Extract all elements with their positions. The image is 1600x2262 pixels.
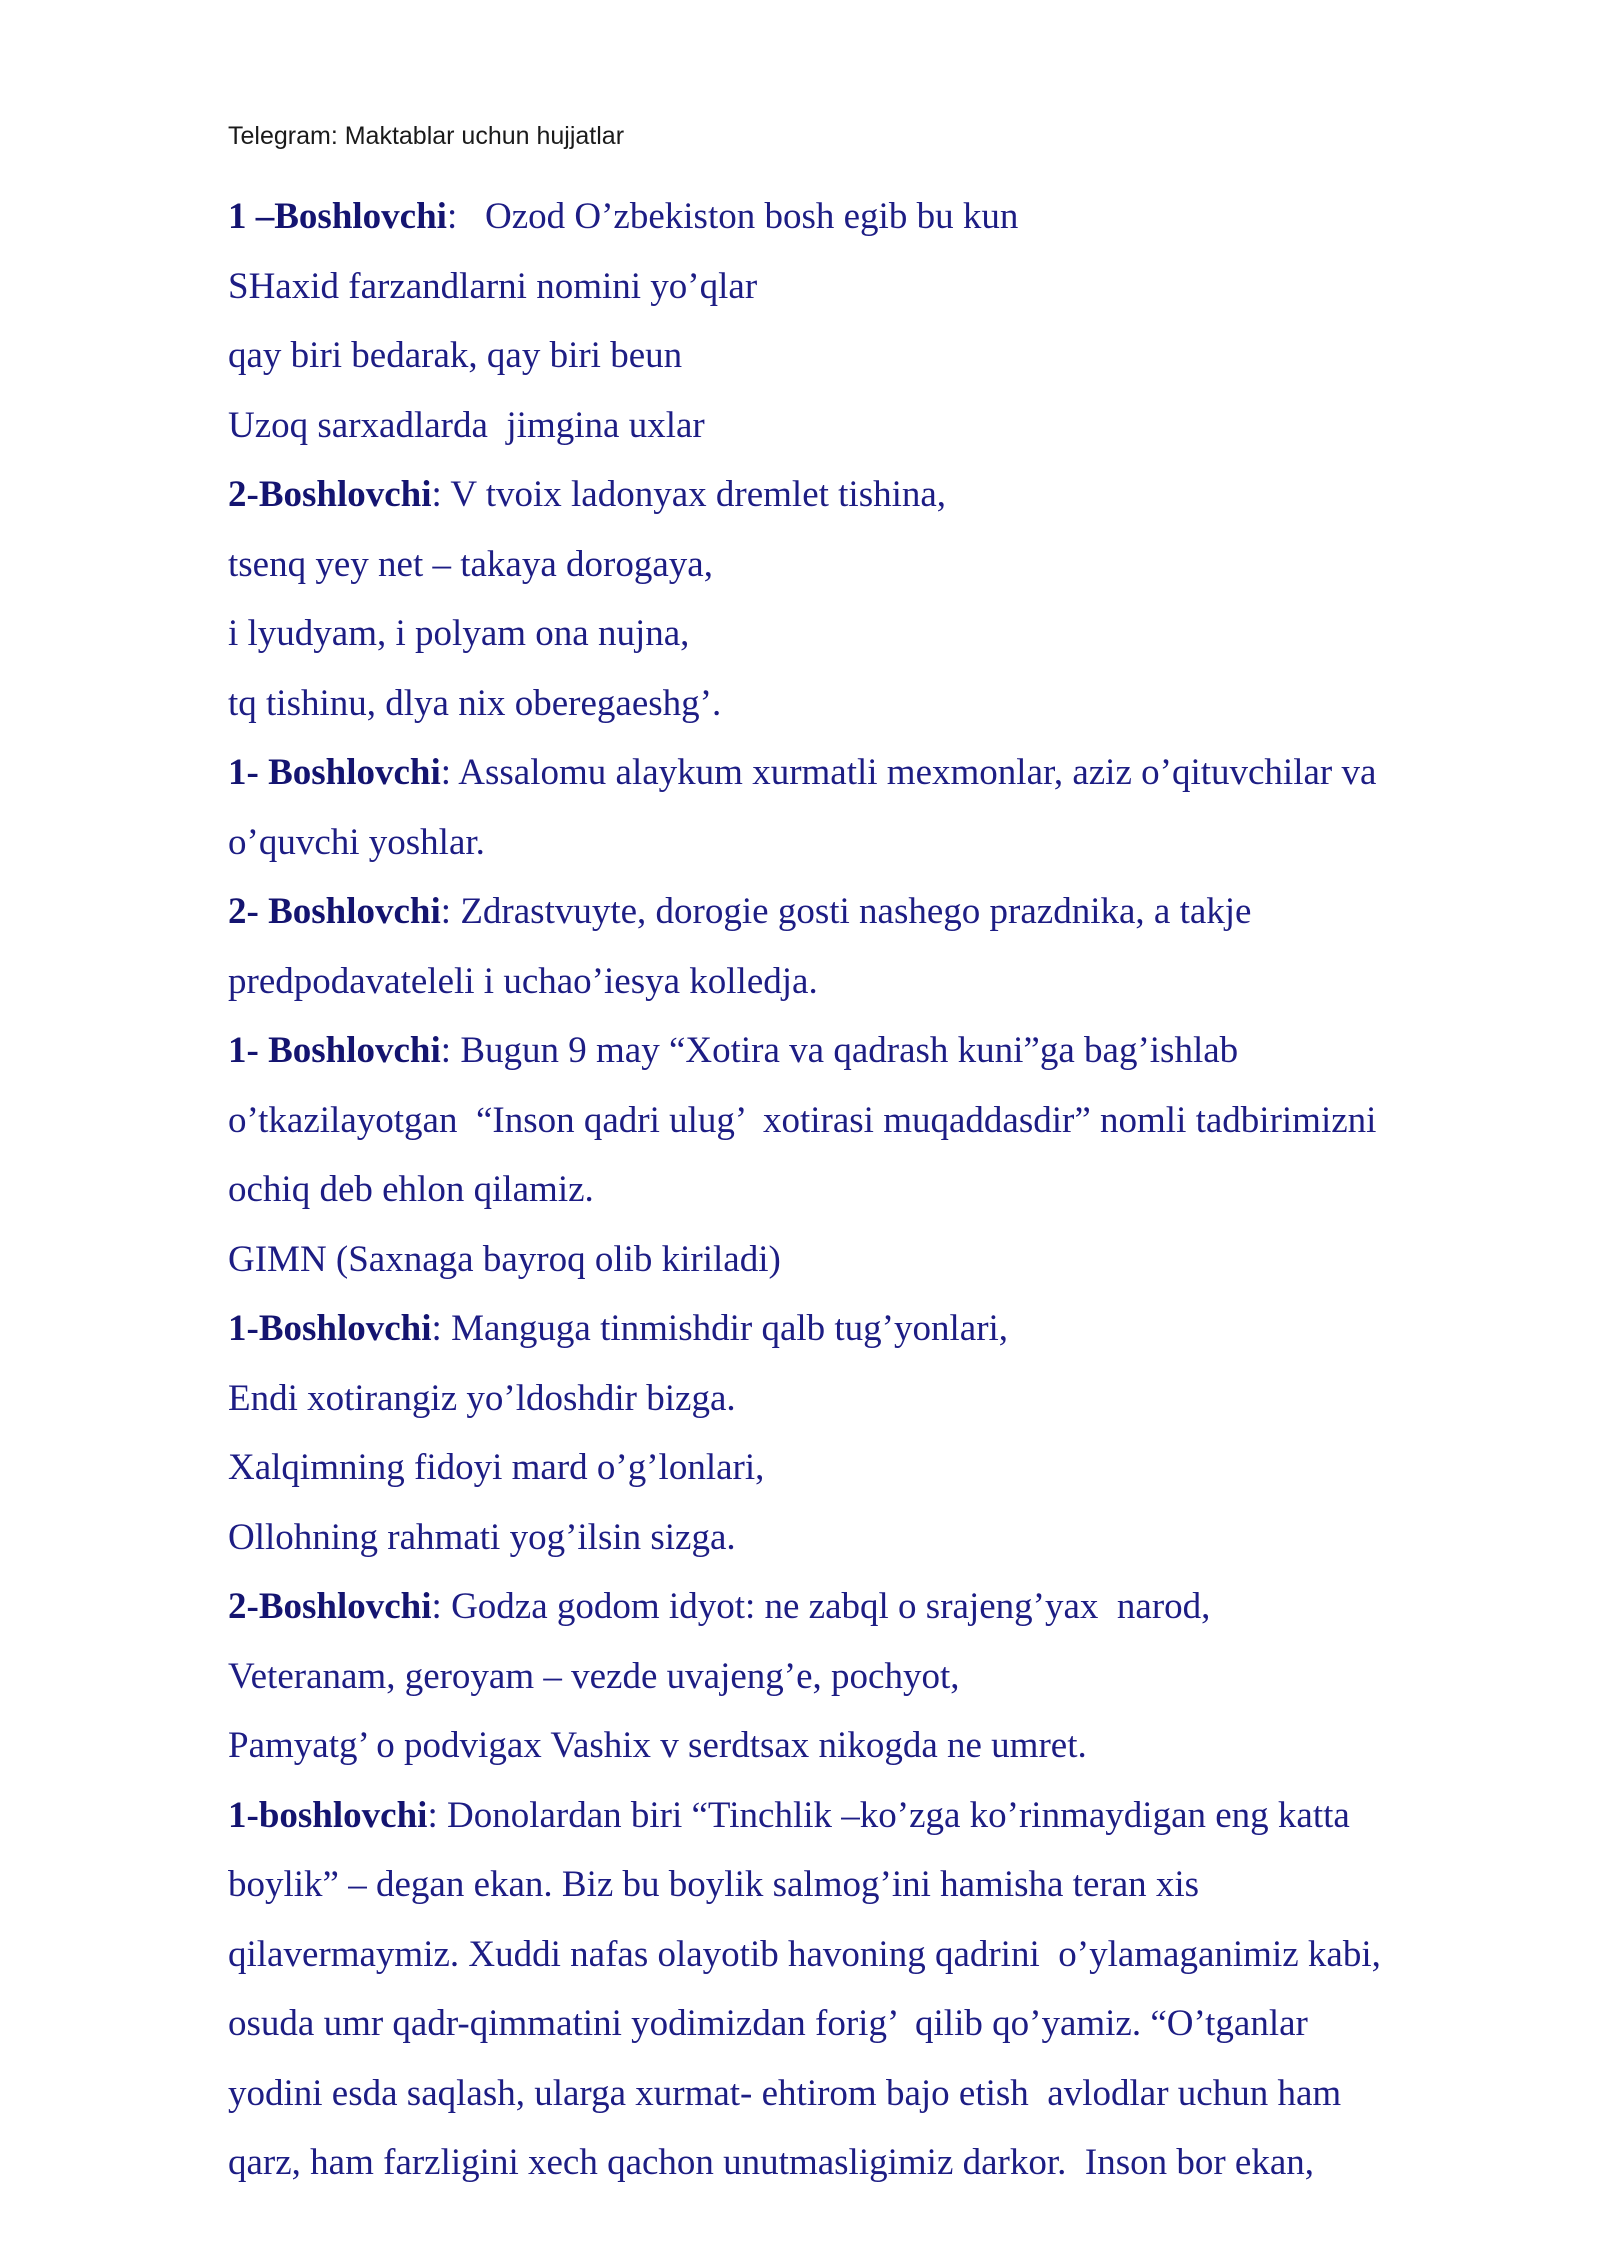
text-line bbox=[228, 1989, 1528, 2059]
text-line bbox=[228, 1572, 1528, 1642]
speaker-label: 2- Boshlovchi bbox=[228, 891, 441, 932]
line-text: yodini esda saqlash, ularga xurmat- ehtirom bajo etish avlodlar uchun ham bbox=[228, 2072, 1342, 2114]
page-header: Telegram: Maktablar uchun hujjatlar bbox=[228, 122, 625, 150]
line-text: tq tishinu, dlya nix oberegaeshg’. bbox=[228, 682, 722, 724]
line-text: Ollohning rahmati yog’ilsin sizga. bbox=[228, 1516, 736, 1558]
line-text: ochiq deb ehlon qilamiz. bbox=[228, 1169, 594, 1210]
text-line bbox=[228, 947, 1528, 1017]
speaker-label: 2-Boshlovchi bbox=[228, 1586, 432, 1627]
text-line bbox=[228, 1920, 1528, 1990]
text-line bbox=[228, 1016, 1528, 1086]
line-text: : Assalomu alaykum xurmatli mexmonlar, aziz o’qituvchilar va bbox=[440, 752, 1377, 793]
line-text: qarz, ham farzligini xech qachon unutmasligimiz darkor. Inson bor ekan, bbox=[228, 2142, 1315, 2183]
line-text: Endi xotirangiz yo’ldoshdir bizga. bbox=[228, 1377, 736, 1419]
line-text: qay biri bedarak, qay biri beun bbox=[228, 335, 683, 376]
text-line bbox=[228, 1503, 1528, 1573]
text-line bbox=[228, 1294, 1528, 1364]
text-line bbox=[228, 1711, 1528, 1781]
text-line bbox=[228, 1364, 1528, 1434]
speaker-label: 1-boshlovchi bbox=[228, 1794, 428, 1836]
line-text: : Donolardan biri “Tinchlik –ko’zga ko’rinmaydigan eng katta bbox=[427, 1794, 1350, 1836]
text-line bbox=[228, 1642, 1528, 1712]
speaker-label: 2-Boshlovchi bbox=[228, 474, 432, 515]
line-text: GIMN (Saxnaga bayroq olib kiriladi) bbox=[228, 1238, 781, 1280]
line-text: Veteranam, geroyam – vezde uvajeng’e, pochyot, bbox=[228, 1655, 960, 1697]
line-text: Uzoq sarxadlarda jimgina uxlar bbox=[228, 404, 705, 446]
line-text: qilavermaymiz. Xuddi nafas olayotib havoning qadrini o’ylamaganimiz kabi, bbox=[228, 1933, 1381, 1975]
text-line bbox=[228, 321, 1528, 391]
document-body bbox=[228, 182, 1528, 2198]
line-text: i lyudyam, i polyam ona nujna, bbox=[228, 613, 690, 654]
text-line bbox=[228, 808, 1528, 878]
line-text: : Manguga tinmishdir qalb tug’yonlari, bbox=[431, 1308, 1009, 1349]
line-text: SHaxid farzandlarni nomini yo’qlar bbox=[228, 265, 758, 307]
text-line bbox=[228, 738, 1528, 808]
line-text: boylik” – degan ekan. Biz bu boylik salmog’ini hamisha teran xis bbox=[228, 1864, 1200, 1905]
text-line bbox=[228, 2059, 1528, 2129]
line-text: o’quvchi yoshlar. bbox=[228, 821, 485, 863]
line-text: : Zdrastvuyte, dorogie gosti nashego prazdnika, a takje bbox=[440, 891, 1252, 932]
text-line bbox=[228, 391, 1528, 461]
speaker-label: 1-Boshlovchi bbox=[228, 1308, 432, 1349]
line-text: Xalqimning fidoyi mard o’g’lonlari, bbox=[228, 1447, 765, 1488]
text-line bbox=[228, 669, 1528, 739]
line-text: : Bugun 9 may “Xotira va qadrash kuni”ga bag’ishlab bbox=[440, 1030, 1239, 1071]
speaker-label: 1- Boshlovchi bbox=[228, 1030, 441, 1071]
text-line bbox=[228, 182, 1528, 252]
speaker-label: 1 –Boshlovchi bbox=[228, 196, 447, 237]
text-line bbox=[228, 1155, 1528, 1225]
text-line bbox=[228, 877, 1528, 947]
text-line bbox=[228, 1850, 1528, 1920]
text-line bbox=[228, 252, 1528, 322]
text-line bbox=[228, 599, 1528, 669]
line-text: tsenq yey net – takaya dorogaya, bbox=[228, 543, 713, 585]
line-text: osuda umr qadr-qimmatini yodimizdan forig’ qilib qo’yamiz. “O’tganlar bbox=[228, 2003, 1308, 2044]
text-line bbox=[228, 2128, 1528, 2198]
text-line bbox=[228, 1086, 1528, 1156]
text-line bbox=[228, 1781, 1528, 1851]
text-line bbox=[228, 1433, 1528, 1503]
line-text: : Ozod O’zbekiston bosh egib bu kun bbox=[446, 196, 1019, 237]
line-text: predpodavateleli i uchao’iesya kolledja. bbox=[228, 960, 818, 1002]
text-line bbox=[228, 530, 1528, 600]
line-text: Pamyatg’ o podvigax Vashix v serdtsax nikogda ne umret. bbox=[228, 1725, 1087, 1766]
line-text: : V tvoix ladonyax dremlet tishina, bbox=[431, 474, 947, 515]
text-line bbox=[228, 1225, 1528, 1295]
line-text: o’tkazilayotgan “Inson qadri ulug’ xotirasi muqaddasdir” nomli tadbirimizni bbox=[228, 1099, 1377, 1141]
line-text: : Godza godom idyot: ne zabql o srajeng’yax narod, bbox=[431, 1586, 1211, 1627]
text-line bbox=[228, 460, 1528, 530]
speaker-label: 1- Boshlovchi bbox=[228, 752, 441, 793]
